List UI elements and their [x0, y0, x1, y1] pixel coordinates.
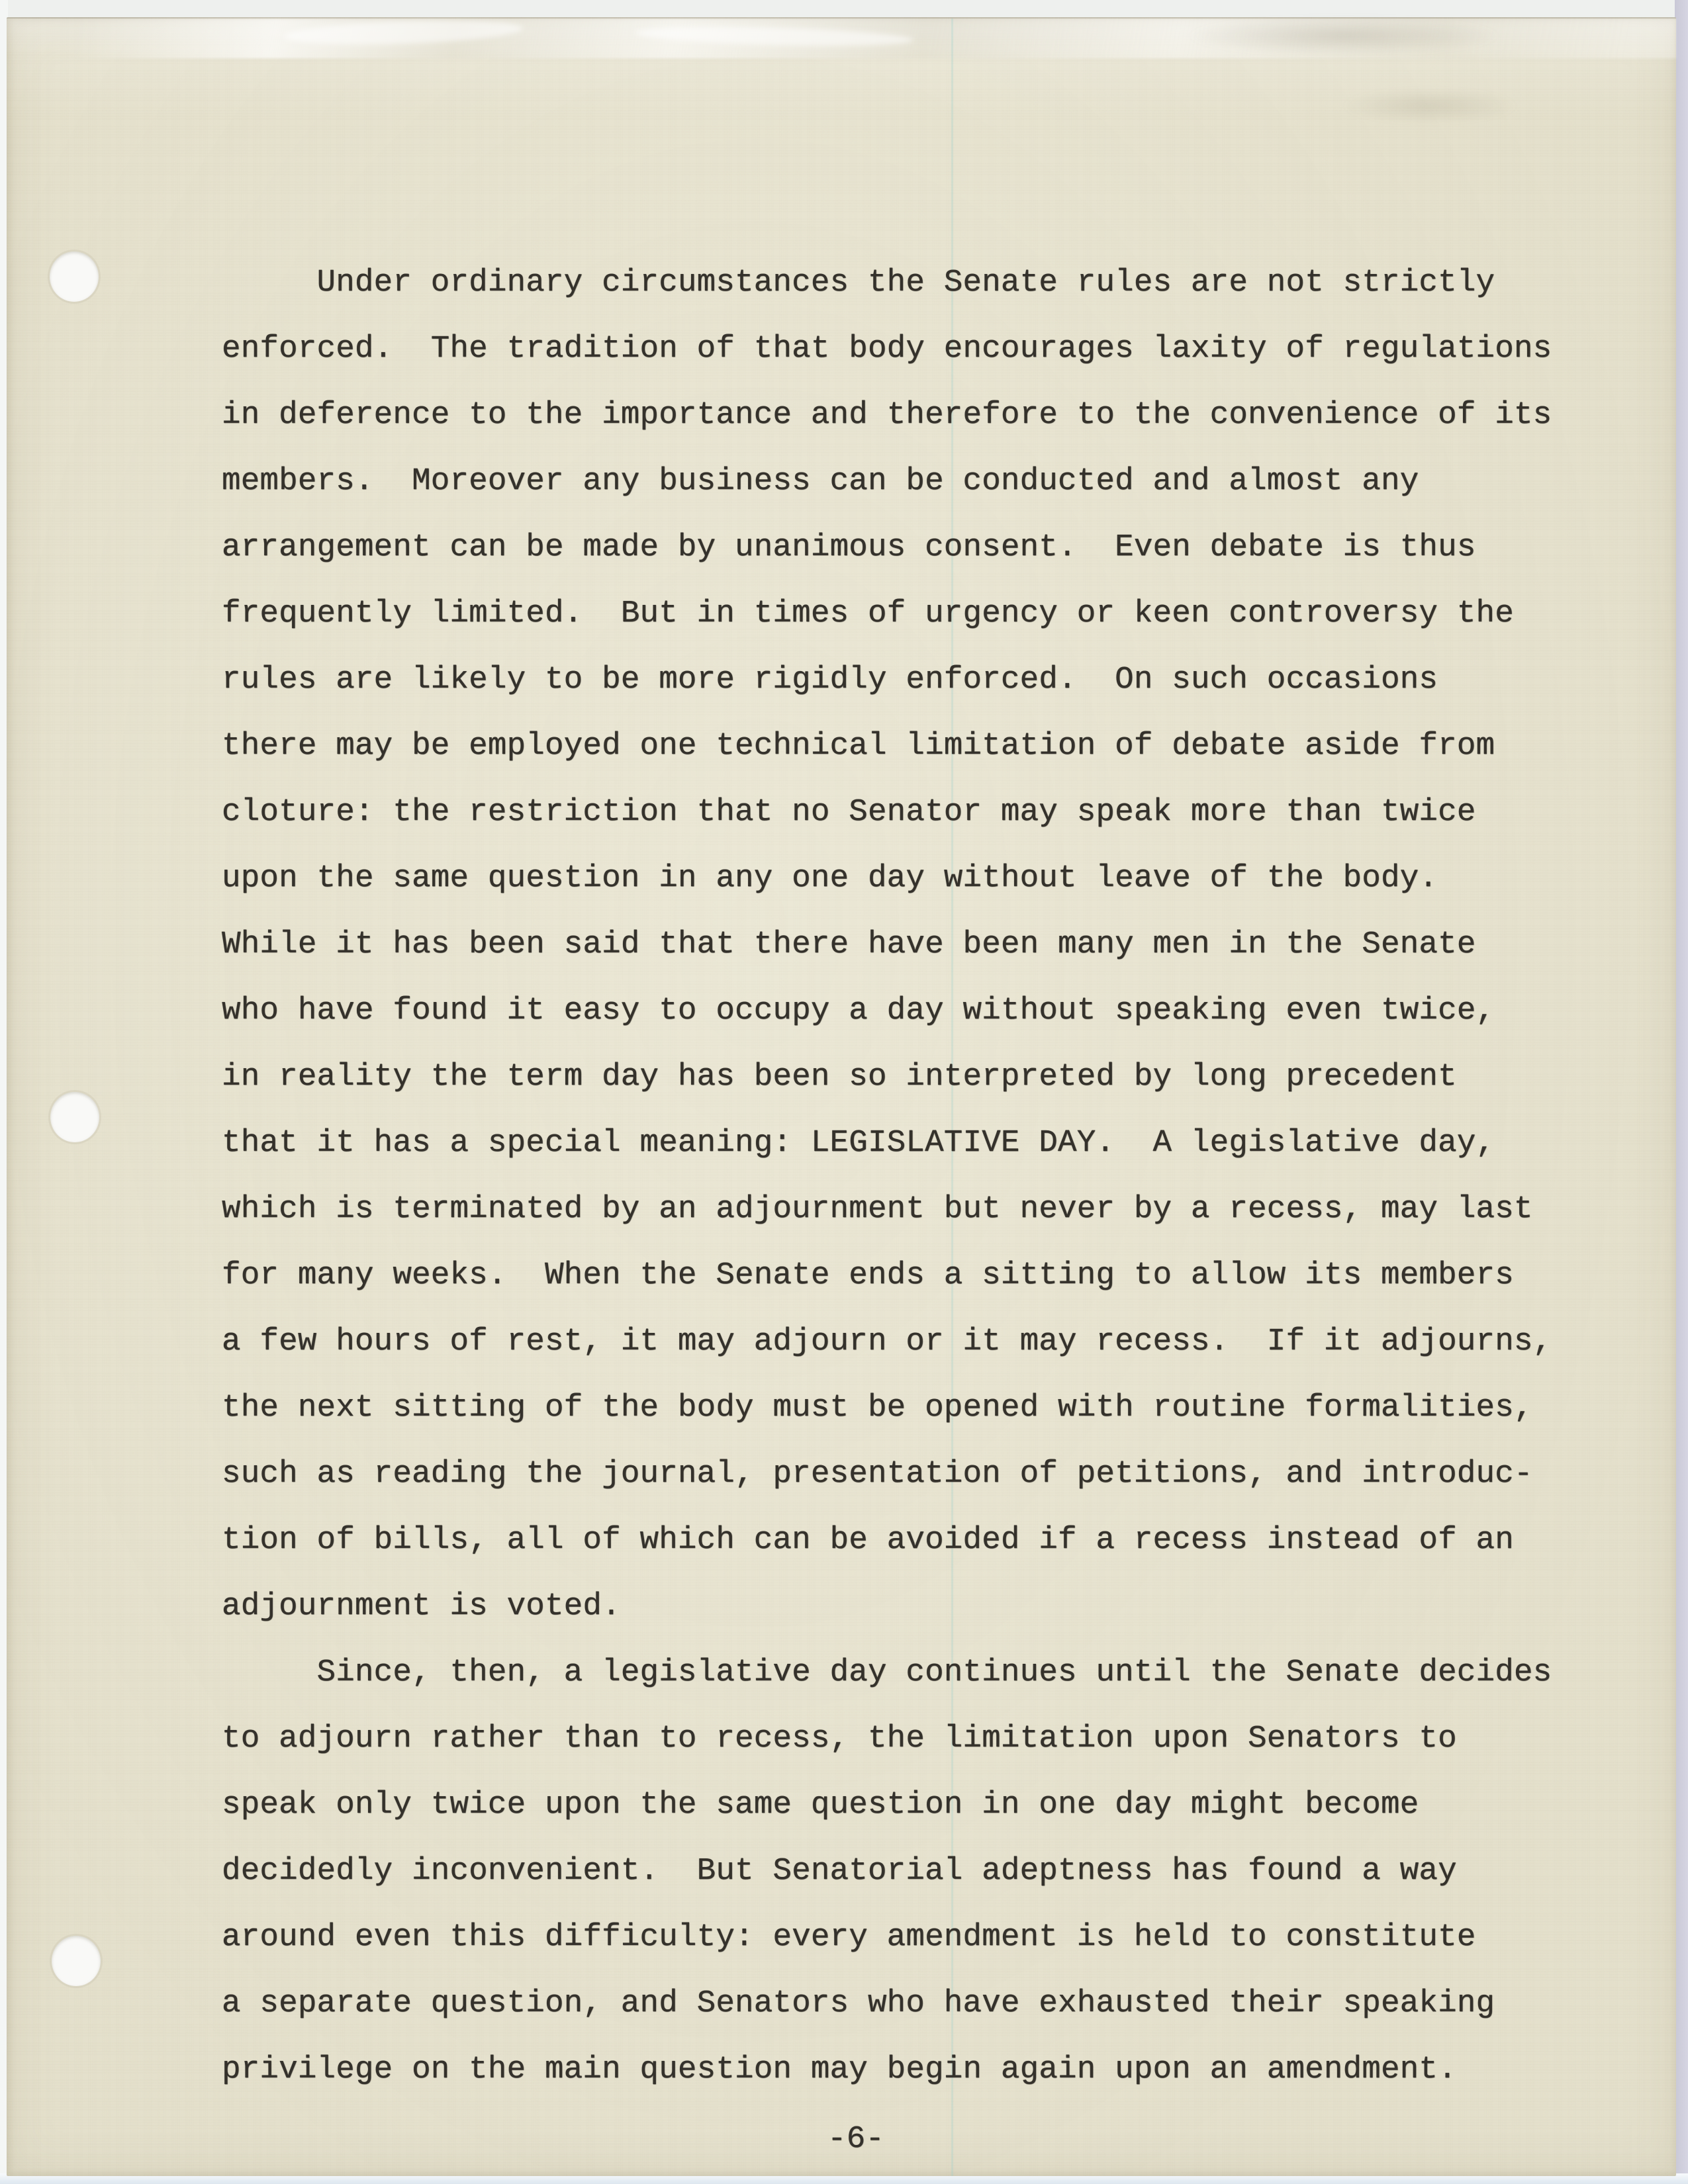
- typewritten-line: arrangement can be made by unanimous consent. Even debate is thus: [222, 529, 1476, 565]
- typewritten-text-block: [222, 250, 1552, 2103]
- typewritten-line: in deference to the importance and therefore to the convenience of its: [222, 397, 1552, 433]
- document-page: [7, 17, 1676, 2176]
- punch-hole-bottom: [52, 1936, 101, 1986]
- typewritten-line: privilege on the main question may begin again upon an amendment.: [222, 2052, 1457, 2087]
- typewritten-line: While it has been said that there have been many men in the Senate: [222, 927, 1476, 962]
- typewritten-line: cloture: the restriction that no Senator may speak more than twice: [222, 794, 1476, 830]
- typewritten-line: decidedly inconvenient. But Senatorial adeptness has found a way: [222, 1853, 1457, 1889]
- scanner-bed-right-strip: [1675, 0, 1688, 2184]
- typewritten-line: tion of bills, all of which can be avoided if a recess instead of an: [222, 1522, 1514, 1558]
- typewritten-line: which is terminated by an adjournment but never by a recess, may last: [222, 1191, 1533, 1227]
- ink-smudge: [1125, 9, 1562, 62]
- typewritten-line: in reality the term day has been so interpreted by long precedent: [222, 1059, 1457, 1095]
- typewritten-line: a few hours of rest, it may adjourn or it may recess. If it adjourns,: [222, 1324, 1552, 1359]
- typewritten-line: speak only twice upon the same question in one day might become: [222, 1787, 1419, 1823]
- typewritten-line: frequently limited. But in times of urgency or keen controversy the: [222, 596, 1514, 631]
- typewritten-line: to adjourn rather than to recess, the limitation upon Senators to: [222, 1721, 1457, 1756]
- typewritten-line: around even this difficulty: every amendment is held to constitute: [222, 1919, 1476, 1955]
- typewritten-line: the next sitting of the body must be opened with routine formalities,: [222, 1390, 1533, 1426]
- typewritten-line: Under ordinary circumstances the Senate rules are not strictly: [222, 265, 1495, 300]
- typewritten-line: such as reading the journal, presentation of petitions, and introduc-: [222, 1456, 1533, 1492]
- ink-smudge: [1304, 82, 1556, 130]
- typewritten-line: a separate question, and Senators who have exhausted their speaking: [222, 1985, 1495, 2021]
- page-number: -6-: [827, 2121, 885, 2157]
- typewritten-line: adjournment is voted.: [222, 1588, 621, 1624]
- typewritten-line: enforced. The tradition of that body encourages laxity of regulations: [222, 331, 1552, 367]
- typewritten-line: who have found it easy to occupy a day without speaking even twice,: [222, 993, 1495, 1028]
- typewritten-line: Since, then, a legislative day continues until the Senate decides: [222, 1655, 1552, 1690]
- punch-hole-top: [50, 251, 99, 302]
- typewritten-line: there may be employed one technical limitation of debate aside from: [222, 728, 1495, 764]
- typewritten-line: upon the same question in any one day without leave of the body.: [222, 860, 1438, 896]
- typewritten-line: members. Moreover any business can be conducted and almost any: [222, 463, 1419, 499]
- typewritten-line: rules are likely to be more rigidly enforced. On such occasions: [222, 662, 1438, 698]
- typewritten-line: for many weeks. When the Senate ends a sitting to allow its members: [222, 1257, 1514, 1293]
- typewritten-line: that it has a special meaning: LEGISLATIVE DAY. A legislative day,: [222, 1125, 1495, 1161]
- punch-hole-middle: [50, 1092, 99, 1142]
